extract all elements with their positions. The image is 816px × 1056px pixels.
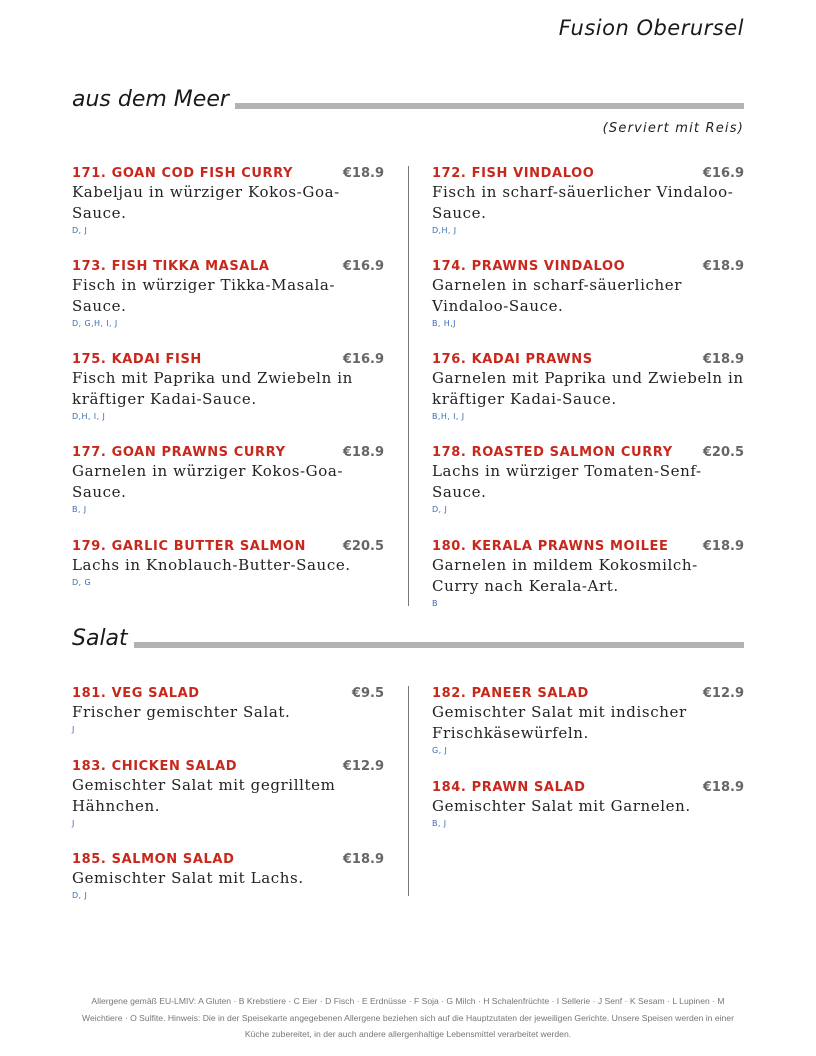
- restaurant-name: Fusion Oberursel: [558, 16, 744, 40]
- item-price: €18.9: [342, 166, 384, 181]
- item-name: 180. KERALA PRAWNS MOILEE: [432, 539, 669, 554]
- item-allergens: D, J: [72, 226, 88, 235]
- item-name: 185. SALMON SALAD: [72, 852, 235, 867]
- item-price: €18.9: [702, 539, 744, 554]
- item-allergens: J: [72, 819, 75, 828]
- item-description: Fisch mit Paprika und Zwiebeln in kräftiger Kadai-Sauce.: [72, 369, 353, 408]
- item-allergens: B,H, I, J: [432, 412, 465, 421]
- item-name: 175. KADAI FISH: [72, 352, 202, 367]
- item-allergens: D, J: [432, 505, 448, 514]
- menu-item: [432, 539, 744, 608]
- item-allergens: B: [432, 599, 438, 608]
- section-header-salat: [72, 628, 744, 650]
- item-description: Kabeljau in würziger Kokos-Goa-Sauce.: [72, 183, 340, 222]
- item-allergens: D, J: [72, 891, 88, 900]
- item-description: Gemischter Salat mit Lachs.: [72, 869, 304, 887]
- menu-item: [72, 759, 384, 828]
- item-price: €9.5: [351, 686, 384, 701]
- column-divider: [408, 686, 409, 896]
- item-description: Gemischter Salat mit gegrilltem Hähnchen.: [72, 776, 336, 815]
- menu-item: [432, 166, 744, 235]
- menu-item: [432, 686, 744, 755]
- item-description: Garnelen in würziger Kokos-Goa-Sauce.: [72, 462, 344, 501]
- item-allergens: G, J: [432, 746, 448, 755]
- item-name: 172. FISH VINDALOO: [432, 166, 595, 181]
- item-price: €20.5: [342, 539, 384, 554]
- item-allergens: B, J: [432, 819, 447, 828]
- menu-item: [72, 352, 384, 421]
- item-name: 183. CHICKEN SALAD: [72, 759, 238, 774]
- item-description: Gemischter Salat mit indischer Frischkäsewürfeln.: [432, 703, 687, 742]
- item-allergens: D, G: [72, 578, 92, 587]
- item-description: Fisch in scharf-säuerlicher Vindaloo-Sauce.: [432, 183, 734, 222]
- item-description: Lachs in Knoblauch-Butter-Sauce.: [72, 556, 351, 574]
- item-price: €12.9: [702, 686, 744, 701]
- menu-item: [72, 259, 384, 328]
- menu-item: [72, 445, 384, 514]
- item-price: €16.9: [702, 166, 744, 181]
- item-price: €18.9: [342, 445, 384, 460]
- item-name: 184. PRAWN SALAD: [432, 780, 586, 795]
- item-price: €18.9: [702, 259, 744, 274]
- item-price: €12.9: [342, 759, 384, 774]
- menu-item: [432, 259, 744, 328]
- item-description: Garnelen in mildem Kokosmilch-Curry nach Kerala-Art.: [432, 556, 698, 595]
- section-rule: [134, 642, 744, 648]
- menu-item: [432, 780, 744, 828]
- item-name: 176. KADAI PRAWNS: [432, 352, 593, 367]
- item-price: €16.9: [342, 259, 384, 274]
- section-header-meer: [72, 89, 744, 111]
- menu-item: [72, 166, 384, 235]
- item-allergens: B, J: [72, 505, 87, 514]
- item-allergens: J: [72, 725, 75, 734]
- item-allergens: D,H, J: [432, 226, 457, 235]
- item-name: 173. FISH TIKKA MASALA: [72, 259, 270, 274]
- item-price: €18.9: [342, 852, 384, 867]
- section-title: Salat: [72, 626, 128, 651]
- item-description: Gemischter Salat mit Garnelen.: [432, 797, 691, 815]
- menu-item: [72, 539, 384, 587]
- menu-item: [72, 686, 384, 734]
- item-name: 178. ROASTED SALMON CURRY: [432, 445, 673, 460]
- item-allergens: D, G,H, I, J: [72, 319, 118, 328]
- allergen-footer: Allergene gemäß EU-LMIV: A Gluten · B Krebstiere · C Eier · D Fisch · E Erdnüsse · F Soja · G Milch · H Schalenfrüchte · I Sellerie · J Senf · K Sesam · L Lupinen · M Weichtiere · O Sulfite. Hinweis: Die in der Speisekarte angegebenen Allergene beziehen sich auf die Hauptzutaten der jeweiligen Gerichte. Unsere Speisen werden in einer Küche zubereitet, in der auch andere allergenhaltige Lebensmittel verarbeitet werden.: [82, 996, 734, 1039]
- section-title: aus dem Meer: [72, 87, 229, 112]
- item-description: Fisch in würziger Tikka-Masala-Sauce.: [72, 276, 336, 315]
- item-description: Garnelen in scharf-säuerlicher Vindaloo-Sauce.: [432, 276, 682, 315]
- item-name: 179. GARLIC BUTTER SALMON: [72, 539, 307, 554]
- item-name: 171. GOAN COD FISH CURRY: [72, 166, 294, 181]
- item-name: 181. VEG SALAD: [72, 686, 200, 701]
- item-description: Lachs in würziger Tomaten-Senf-Sauce.: [432, 462, 702, 501]
- item-description: Frischer gemischter Salat.: [72, 703, 291, 721]
- item-price: €16.9: [342, 352, 384, 367]
- item-name: 174. PRAWNS VINDALOO: [432, 259, 626, 274]
- item-price: €18.9: [702, 780, 744, 795]
- item-allergens: D,H, I, J: [72, 412, 106, 421]
- item-name: 177. GOAN PRAWNS CURRY: [72, 445, 286, 460]
- item-name: 182. PANEER SALAD: [432, 686, 589, 701]
- menu-item: [72, 852, 384, 900]
- section-rule: [235, 103, 744, 109]
- item-description: Garnelen mit Paprika und Zwiebeln in kräftiger Kadai-Sauce.: [432, 369, 744, 408]
- column-divider: [408, 166, 409, 606]
- item-allergens: B, H,J: [432, 319, 456, 328]
- section-note: (Serviert mit Reis): [602, 121, 744, 136]
- item-price: €18.9: [702, 352, 744, 367]
- menu-item: [432, 445, 744, 514]
- menu-item: [432, 352, 744, 421]
- item-price: €20.5: [702, 445, 744, 460]
